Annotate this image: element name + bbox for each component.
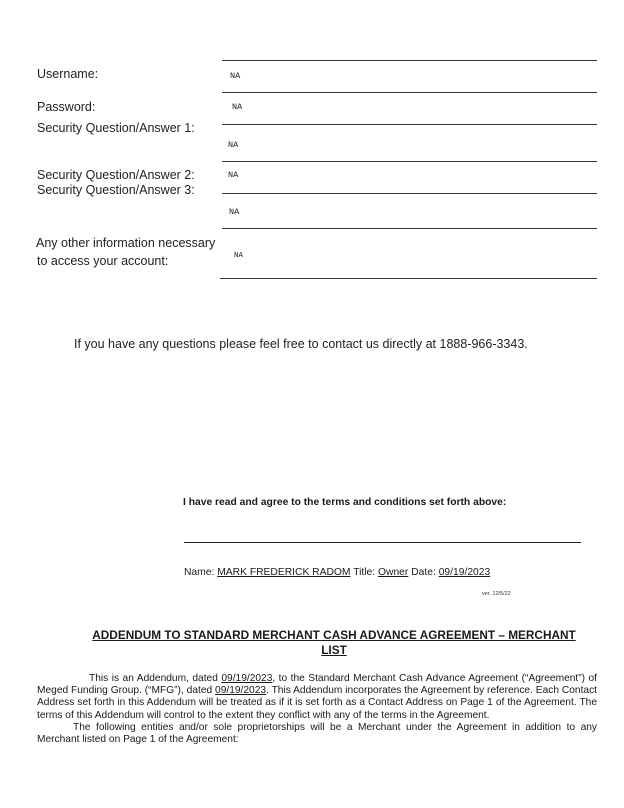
form-top-rule [222,60,597,61]
username-value[interactable]: NA [230,71,241,81]
addendum-p1-text-b: , to the Standard Merchant Cash Advance Agreement (“Agreement”) of Meged Funding Group. (“MFG”), dated [37,673,598,697]
addendum-p1-text-a: This is an Addendum, dated [89,673,218,684]
other-info-value[interactable]: NA [234,252,244,260]
signer-block [184,567,490,578]
security-q3-value[interactable]: NA [229,207,240,217]
security-q1-rule [222,161,597,162]
addendum-paragraph-2: The following entities and/or sole proprietorships will be a Merchant under the Agreement in addition to any Merchant listed on Page 1 of the Agreement: [37,722,597,746]
username-label: Username: [37,67,99,81]
agreement-statement: I have read and agree to the terms and conditions set forth above: [183,497,507,508]
name-label: Name: [184,567,215,578]
other-info-label-line1: Any other information necessary [36,236,216,250]
name-value: MARK FREDERICK RADOM [217,567,351,578]
version-label: ver. 12/5/22 [482,591,511,597]
addendum-p1-date-1: 09/19/2023 [221,673,273,684]
password-rule [222,124,597,125]
addendum-paragraph-1 [37,673,597,722]
contact-note: If you have any questions please feel free to contact us directly at 1888-966-3343. [74,337,528,351]
date-value: 09/19/2023 [438,567,491,578]
addendum-p1-text-c: . This Addendum incorporates the Agreement by reference. Each Contact Address set forth in this Addendum will be treated as if it is set forth as a Contact Address on Page 1 of the Agreement. The terms of this Addendum will control to the extent they conflict with any of the terms in the Agreement. [37,685,597,721]
addendum-p1-date-2: 09/19/2023 [215,685,267,697]
other-info-label-line2: to access your account: [37,254,169,268]
security-q2-value[interactable]: NA [228,170,239,180]
security-q1-label: Security Question/Answer 1: [37,121,195,135]
signature-line[interactable] [184,542,581,543]
password-label: Password: [37,100,96,114]
username-rule [222,92,597,93]
title-label: Title: [353,567,376,578]
addendum-title-line1: ADDENDUM TO STANDARD MERCHANT CASH ADVANCE AGREEMENT – MERCHANT [92,628,576,642]
date-label: Date: [411,567,436,578]
security-q1-value[interactable]: NA [228,140,239,150]
security-q2-label: Security Question/Answer 2: [37,168,195,182]
other-info-rule [220,278,597,279]
security-q2-rule [222,193,597,194]
security-q3-label: Security Question/Answer 3: [37,183,195,197]
password-value[interactable]: NA [232,102,243,112]
title-value: Owner [378,567,409,578]
addendum-title-line2: LIST [321,642,347,657]
security-q3-rule [222,228,597,229]
addendum-title [74,628,594,657]
